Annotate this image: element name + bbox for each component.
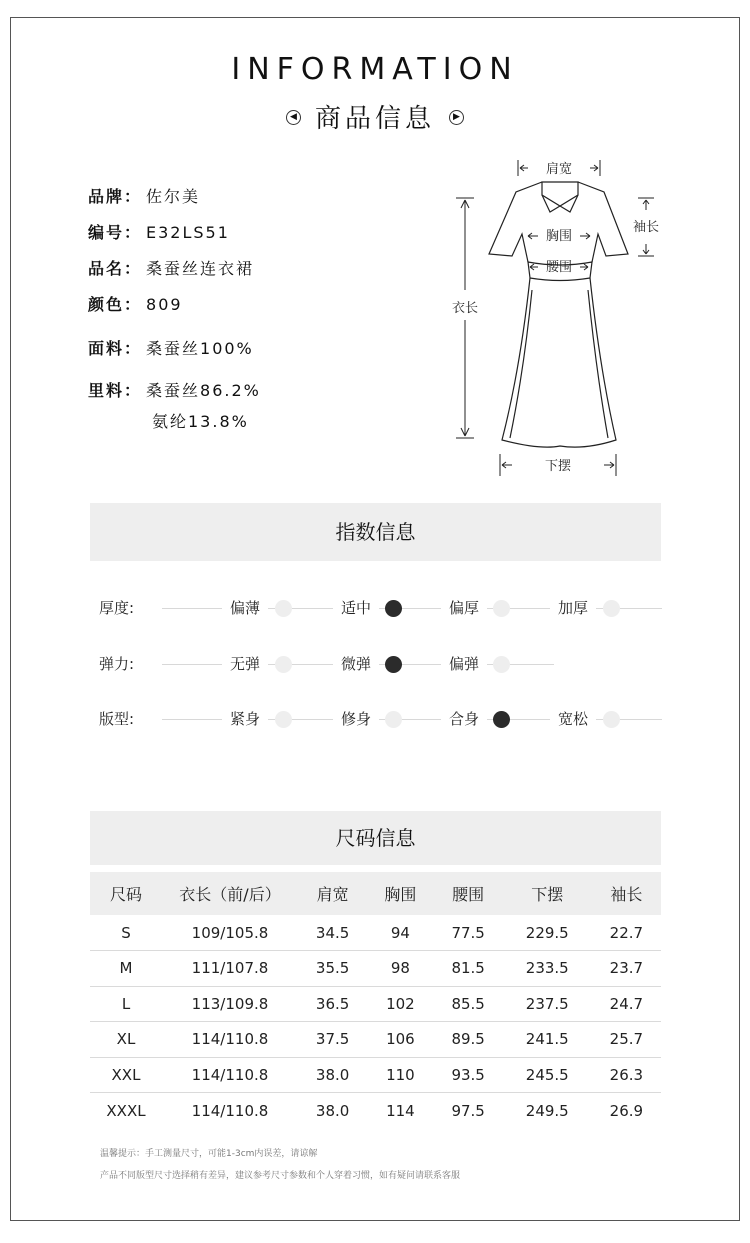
size-cell: 114 xyxy=(386,1101,415,1120)
index-option: 偏薄 xyxy=(222,597,268,618)
index-row-thickness xyxy=(0,597,750,621)
index-label: 版型: xyxy=(99,710,135,728)
size-cell: 97.5 xyxy=(451,1101,485,1120)
measure-lines xyxy=(456,160,654,476)
title-chinese-row xyxy=(0,98,750,135)
info-fabric xyxy=(88,336,254,359)
size-cell: 237.5 xyxy=(503,986,592,1022)
info-value: E32LS51 xyxy=(146,223,230,242)
index-section-title: 指数信息 xyxy=(90,503,661,561)
size-cell: 102 xyxy=(367,986,433,1022)
info-key: 品名： xyxy=(88,259,143,278)
info-name xyxy=(88,256,254,279)
dress-sleeves xyxy=(489,182,628,262)
label-length: 衣长 xyxy=(451,301,479,316)
size-cell: 113/109.8 xyxy=(162,986,298,1022)
size-cell: 94 xyxy=(367,915,433,951)
note-advice: 产品不同版型尺寸选择稍有差异，建议参考尺寸参数和个人穿着习惯，如有疑问请联系客服 xyxy=(100,1171,461,1181)
title-english: INFORMATION xyxy=(231,52,519,87)
size-cell: 98 xyxy=(367,951,433,987)
table-row xyxy=(90,1022,661,1058)
size-cell: 114/110.8 xyxy=(162,1022,298,1058)
size-header-cell: 尺码 xyxy=(90,872,162,915)
size-header-cell: 衣长（前/后） xyxy=(162,872,298,915)
size-cell: 26.9 xyxy=(609,1101,644,1120)
dress-skirt-folds xyxy=(510,290,608,438)
size-header-cell: 腰围 xyxy=(434,872,503,915)
size-cell: 93.5 xyxy=(434,1057,503,1093)
dress-lapel xyxy=(542,195,578,212)
info-value: 809 xyxy=(146,295,183,314)
size-cell: 77.5 xyxy=(434,915,503,951)
size-cell: XXL xyxy=(90,1057,162,1093)
info-key: 品牌： xyxy=(88,187,143,206)
index-option: 无弹 xyxy=(222,653,268,674)
size-header-cell: 胸围 xyxy=(367,872,433,915)
size-cell: 233.5 xyxy=(503,951,592,987)
index-dot xyxy=(603,711,620,728)
index-option: 偏厚 xyxy=(441,597,487,618)
index-row-elasticity xyxy=(0,653,750,677)
title-chinese: 商品信息 xyxy=(314,104,435,134)
index-option: 紧身 xyxy=(222,708,268,729)
size-cell: 37.5 xyxy=(298,1022,367,1058)
size-cell: XL xyxy=(90,1022,162,1058)
index-dot xyxy=(493,656,510,673)
size-cell: 85.5 xyxy=(434,986,503,1022)
size-header-cell: 下摆 xyxy=(503,872,592,915)
index-dot-selected xyxy=(493,711,510,728)
info-lining xyxy=(88,378,261,432)
size-cell: 106 xyxy=(367,1022,433,1058)
index-dot xyxy=(275,656,292,673)
table-row xyxy=(90,915,661,951)
info-brand xyxy=(88,184,200,207)
index-dot-selected xyxy=(385,656,402,673)
index-option: 微弹 xyxy=(333,653,379,674)
index-dot-selected xyxy=(385,600,402,617)
size-cell: 229.5 xyxy=(503,915,592,951)
arrow-left-icon[interactable]: ◀ xyxy=(286,110,301,125)
index-option: 修身 xyxy=(333,708,379,729)
info-value: 佐尔美 xyxy=(146,187,201,206)
info-key: 里料： xyxy=(88,381,143,400)
size-cell: L xyxy=(90,986,162,1022)
dress-diagram xyxy=(440,150,680,490)
size-cell: 89.5 xyxy=(434,1022,503,1058)
dress-skirt xyxy=(502,278,616,447)
index-dot xyxy=(385,711,402,728)
info-key: 编号： xyxy=(88,223,143,242)
size-cell: 22.7 xyxy=(592,915,661,951)
index-dot xyxy=(275,600,292,617)
label-sleeve: 袖长 xyxy=(632,220,660,235)
size-cell: 81.5 xyxy=(434,951,503,987)
size-table xyxy=(90,872,661,1128)
size-cell: 249.5 xyxy=(525,1101,569,1120)
label-chest: 胸围 xyxy=(545,229,573,244)
info-key: 面料： xyxy=(88,339,143,358)
index-option: 合身 xyxy=(441,708,487,729)
size-cell: 23.7 xyxy=(592,951,661,987)
size-cell: 114/110.8 xyxy=(162,1057,298,1093)
size-cell: 24.7 xyxy=(592,986,661,1022)
index-row-fit xyxy=(0,708,750,732)
table-row xyxy=(90,986,661,1022)
info-value: 桑蚕丝连衣裙 xyxy=(146,259,255,278)
index-option: 偏弹 xyxy=(441,653,487,674)
size-cell: M xyxy=(90,951,162,987)
size-cell: 241.5 xyxy=(503,1022,592,1058)
index-dot xyxy=(493,600,510,617)
size-cell: 26.3 xyxy=(592,1057,661,1093)
size-cell: 114/110.8 xyxy=(191,1101,269,1120)
size-cell: 110 xyxy=(367,1057,433,1093)
size-cell: 36.5 xyxy=(298,986,367,1022)
size-table-header xyxy=(90,872,661,915)
arrow-right-icon[interactable]: ▶ xyxy=(449,110,464,125)
size-header-cell: 肩宽 xyxy=(298,872,367,915)
size-cell: 111/107.8 xyxy=(162,951,298,987)
table-row xyxy=(90,951,661,987)
size-cell: 25.7 xyxy=(592,1022,661,1058)
index-dot xyxy=(275,711,292,728)
dress-collar xyxy=(542,182,578,206)
table-row xyxy=(90,1093,661,1129)
table-row xyxy=(90,1057,661,1093)
size-header-cell: 袖长 xyxy=(592,872,661,915)
index-option: 适中 xyxy=(333,597,379,618)
label-hem: 下摆 xyxy=(544,459,572,474)
label-waist: 腰围 xyxy=(545,260,573,275)
size-cell: 38.0 xyxy=(298,1057,367,1093)
size-cell: 34.5 xyxy=(298,915,367,951)
note-measurement: 温馨提示：手工测量尺寸，可能1-3cm内误差，请谅解 xyxy=(100,1149,318,1159)
index-option: 宽松 xyxy=(550,708,596,729)
size-cell: S xyxy=(90,915,162,951)
info-value: 桑蚕丝100% xyxy=(146,339,254,358)
info-value-2: 氨纶13.8% xyxy=(152,412,249,431)
index-option: 加厚 xyxy=(550,597,596,618)
info-color xyxy=(88,292,183,315)
index-dot xyxy=(603,600,620,617)
dress-outline xyxy=(489,182,628,447)
info-value: 桑蚕丝86.2% xyxy=(146,381,261,400)
index-label: 厚度: xyxy=(99,599,135,617)
size-cell: 109/105.8 xyxy=(162,915,298,951)
index-label: 弹力: xyxy=(99,655,135,673)
size-cell: 245.5 xyxy=(503,1057,592,1093)
label-shoulder: 肩宽 xyxy=(545,162,573,177)
size-section-title: 尺码信息 xyxy=(90,811,661,865)
size-cell: 35.5 xyxy=(298,951,367,987)
info-code xyxy=(88,220,230,243)
size-cell: 38.0 xyxy=(315,1101,350,1120)
size-cell: XXXL xyxy=(106,1101,146,1120)
info-key: 颜色： xyxy=(88,295,143,314)
